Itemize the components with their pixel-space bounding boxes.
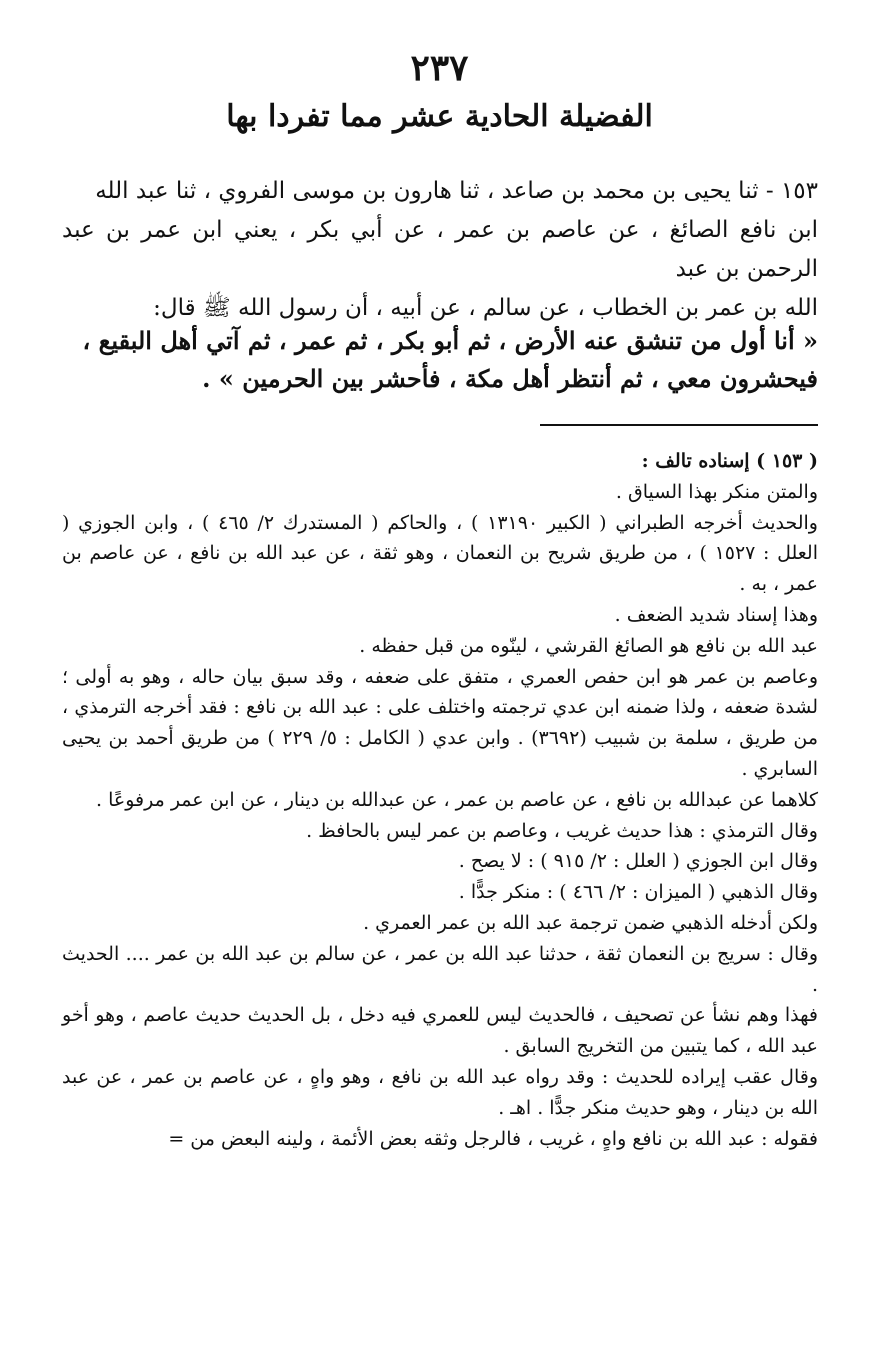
footnote-paragraph: فقوله : عبد الله بن نافع واهٍ ، غريب ، فالرجل وثقه بعض الأئمة ، ولينه البعض من =	[168, 1127, 818, 1150]
footnote-separator	[540, 424, 818, 426]
footnote-paragraph: وقال الذهبي ( الميزان : ٢/ ٤٦٦ ) : منكر جدًّا .	[458, 881, 818, 904]
footnotes	[62, 446, 818, 1154]
footnote-paragraph: وقال عقب إيراده للحديث : وقد رواه عبد الله بن نافع ، وهو واهٍ ، عن عاصم بن عمر ، عن عبد الله بن دينار ، وهو حديث منكر جدًّا . اهـ .	[62, 1065, 818, 1119]
footnote-paragraph: وهذا إسناد شديد الضعف .	[614, 603, 818, 626]
matn-line: فيحشرون معي ، ثم أنتظر أهل مكة ، فأحشر بين الحرمين » .	[202, 364, 818, 393]
footnote-paragraph: عبد الله بن نافع هو الصائغ القرشي ، لينّوه من قبل حفظه .	[359, 634, 818, 657]
footnote-paragraph: ولكن أدخله الذهبي ضمن ترجمة عبد الله بن عمر العمري .	[363, 911, 818, 934]
isnad-line: ١٥٣ - ثنا يحيى بن محمد بن صاعد ، ثنا هارون بن موسى الفروي ، ثنا عبد الله	[95, 178, 818, 204]
footnote-paragraph: والحديث أخرجه الطبراني ( الكبير ١٣١٩٠ ) ، والحاكم ( المستدرك ٢/ ٤٦٥ ) ، وابن الجوزي ( العلل : ١٥٢٧ ) ، من طريق شريح بن النعمان ، وهو ثقة ، عن عبد الله بن نافع ، عن عاصم بن عمر ، به .	[62, 511, 818, 596]
hadith-matn	[62, 322, 818, 398]
isnad-line: ابن نافع الصائغ ، عن عاصم بن عمر ، عن أبي بكر ، يعني ابن عمر بن عبد الرحمن بن عبد	[62, 217, 818, 282]
footnote-paragraph: كلاهما عن عبدالله بن نافع ، عن عاصم بن عمر ، عن عبدالله بن دينار ، عن ابن عمر مرفوعًا .	[96, 788, 818, 811]
footnote-paragraph: وقال : سريج بن النعمان ثقة ، حدثنا عبد الله بن عمر ، عن سالم بن عبد الله بن عمر .... الحديث .	[62, 942, 818, 996]
footnote-paragraph: وقال ابن الجوزي ( العلل : ٢/ ٩١٥ ) : لا يصح .	[458, 850, 818, 873]
page-number: ٢٣٧	[410, 47, 469, 89]
hadith-isnad	[62, 172, 818, 328]
matn-line: « أنا أول من تنشق عنه الأرض ، ثم أبو بكر ، ثم عمر ، ثم آتي أهل البقيع ،	[82, 326, 818, 355]
footnote-paragraph: وقال الترمذي : هذا حديث غريب ، وعاصم بن عمر ليس بالحافظ .	[306, 819, 818, 842]
chapter-title: الفضيلة الحادية عشر مما تفردا بها	[226, 99, 653, 134]
isnad-line: الله بن عمر بن الخطاب ، عن سالم ، عن أبيه ، أن رسول الله ﷺ قال:	[153, 295, 818, 321]
footnote-paragraph: والمتن منكر بهذا السياق .	[615, 480, 818, 503]
footnote-paragraph: وعاصم بن عمر هو ابن حفص العمري ، متفق على ضعفه ، وقد سبق بيان حاله ، وهو به أولى ؛ لشدة ضعفه ، ولذا ضمنه ابن عدي ترجمته واختلف على : عبد الله بن نافع : فقد أخرجه الترمذي ، من طريق ، سلمة بن شبيب (٣٦٩٢) . وابن عدي ( الكامل : ٥/ ٢٢٩ ) من طريق أحمد بن يحيى السابري .	[62, 665, 819, 780]
footnote-heading: ( ١٥٣ ) إسناده تالف :	[641, 450, 818, 472]
footnote-paragraph: فهذا وهم نشأ عن تصحيف ، فالحديث ليس للعمري فيه دخل ، بل الحديث حديث عاصم ، وهو أخو عبد الله ، كما يتبين من التخريج السابق .	[62, 1004, 818, 1058]
